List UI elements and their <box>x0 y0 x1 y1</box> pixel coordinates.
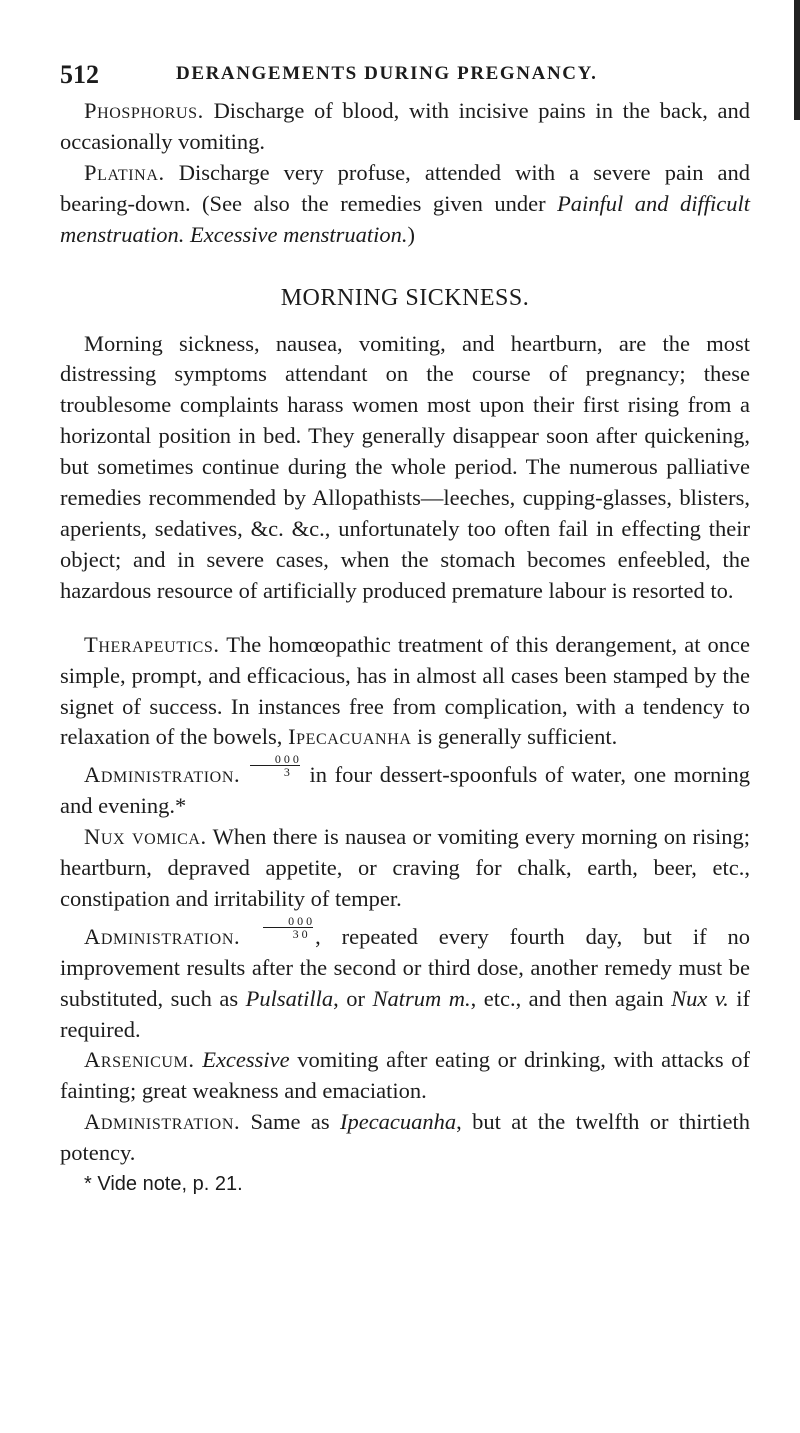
therapeutics-label: Therapeutics. <box>84 631 220 657</box>
dose-fraction: $\frac{0 0 0}{3}$ <box>250 753 300 778</box>
footnote: * Vide note, p. 21. <box>84 1173 243 1196</box>
paragraph-morning-sickness-intro: Morning sickness, nausea, vomiting, and heartburn, are the most distressing symptoms attendant on the course of pregnancy; these troublesome complaints harass women most upon their first rising from a horizontal position in bed. They generally disappear soon after quickening, but sometimes continue during the whole period. The numerous palliative remedies recommended by Allopathists—leeches, cupping-glasses, blisters, aperients, sedatives, &c. &c., unfortunately too often fail in effecting their object; and in severe cases, when the stomach becomes enfeebled, the hazardous resource of artificially produced premature labour is resorted to. <box>60 330 750 603</box>
page-edge-mark <box>794 0 800 120</box>
section-heading-morning-sickness: MORNING SICKNESS. <box>280 284 530 311</box>
administration-text: , repeated every fourth day, but if no improvement results after the second or third dose, another remedy must be substituted, such as <box>60 923 750 1011</box>
remedy-ref-natrum: Natrum m. <box>372 985 471 1011</box>
administration-label: Administration. <box>84 762 241 788</box>
platina-close-paren: ) <box>407 221 415 247</box>
dose-fraction: $\frac{0 0 0}{3 0}$ <box>263 915 313 940</box>
remedy-name-arsenicum: Arsenicum. <box>84 1047 195 1073</box>
platina-ref-excessive: Excessive menstruation. <box>190 221 408 247</box>
arsenicum-italic: Excessive <box>202 1047 290 1073</box>
paragraph-administration-arsenicum: Administration. Same as Ipecacuanha, but at the twelfth or thirtieth potency. <box>60 1109 751 1166</box>
administration-label: Administration. <box>84 1109 241 1135</box>
remedy-name-phosphorus: Phosphorus. <box>84 98 204 123</box>
arsenicum-text: vomiting after eating or drinking, with attacks of fainting; great weakness and emaciation. <box>60 1047 751 1104</box>
therapeutics-text-end: is generally sufficient. <box>417 724 618 750</box>
paragraph-phosphorus <box>60 96 750 158</box>
administration-text: in four dessert-spoonfuls of water, one morning and evening.* <box>60 762 751 819</box>
remedy-name-ipecacuanha: Ipecacuanha <box>288 724 412 750</box>
page-number: 512 <box>60 60 99 89</box>
nux-vomica-text: When there is nausea or vomiting every morning on rising; heartburn, depraved appetite, or craving for chalk, earth, beer, etc., constipation and irritability of temper. <box>60 824 751 911</box>
paragraph-therapeutics <box>60 630 750 754</box>
therapeutics-text: The homœopathic treatment of this derangement, at once simple, prompt, and efficacious, has in almost all cases been stamped by the signet of success. In instances free from complication, with a tendency to relaxation of the bowels, <box>60 631 750 750</box>
paragraph-platina <box>60 158 750 251</box>
page-header <box>60 60 740 94</box>
paragraph-arsenicum <box>60 1045 750 1107</box>
remedy-ref-pulsatilla: Pulsatilla <box>245 985 334 1011</box>
paragraph-administration-nux: Administration. $\frac{0 0 0}{3 0}$ , repeated every fourth day, but if no improvement results after the second or third dose, another remedy must be substituted, such as Pulsatilla, or Natrum m., etc., and then again Nux v. if required. <box>60 913 751 1042</box>
remedy-name-nux-vomica: Nux vomica. <box>84 824 207 850</box>
phosphorus-text: Discharge of blood, with incisive pains in the back, and occasionally vomiting. <box>60 98 750 154</box>
administration-label: Administration. <box>84 923 241 949</box>
paragraph-administration-ipecacuanha <box>60 753 750 822</box>
platina-text: Discharge very profuse, attended with a severe pain and bearing-down. (See also the remedies given under <box>60 159 750 216</box>
remedy-ref-ipecacuanha: Ipecacuanha <box>339 1109 457 1135</box>
paragraph-nux-vomica <box>60 822 750 915</box>
page-body <box>60 96 750 1200</box>
remedy-name-platina: Platina. <box>84 159 165 185</box>
platina-ref-painful: Painful and difficult menstruation. <box>60 190 751 247</box>
running-head: DERANGEMENTS DURING PREGNANCY. <box>176 63 598 84</box>
remedy-ref-nux: Nux v. <box>671 985 729 1011</box>
